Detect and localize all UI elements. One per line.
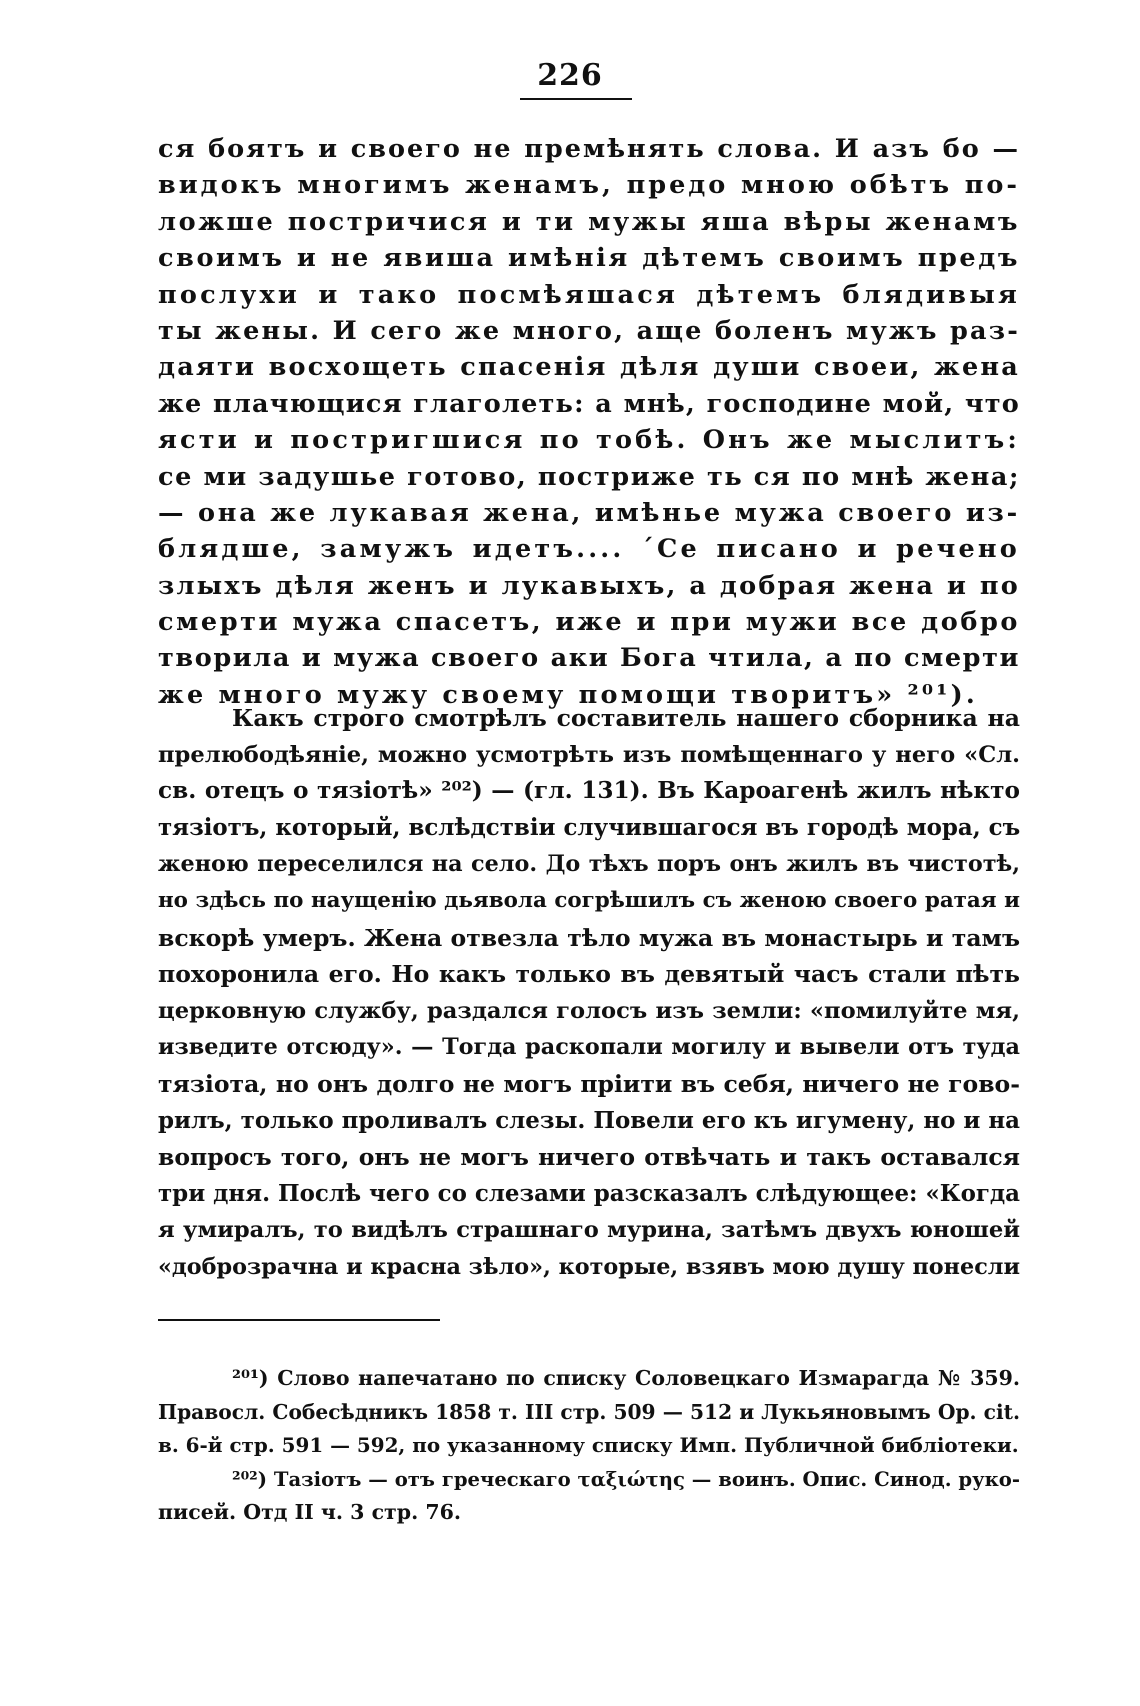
footnote-line: Правосл. Собесѣдникъ 1858 т. III стр. 509 — 512 и Лукьяновымъ Ор. cit. [158,1399,1020,1424]
quote-line: — она же лукавая жена, имѣнье мужа своего из- [158,497,1020,528]
body-line: тязіотъ, который, вслѣдствіи случившагося въ городѣ мора, съ [158,813,1021,841]
quote-line: видокъ многимъ женамъ, предо мною обѣтъ по- [158,170,1020,201]
quote-line: даяти восхощеть спасенія дѣля души своеи, жена [158,352,1020,383]
quote-line: послухи и тако посмѣяшася дѣтемъ блядивыя [158,279,1020,310]
footnote-line: в. 6-й стр. 591 — 592, по указанному списку Имп. Публичной библіотеки. [158,1433,1019,1458]
quote-line: ясти и постригшися по тобѣ. Онъ же мыслитъ: [158,425,1020,456]
footnote-line: ²⁰¹) Слово напечатано по списку Соловецкаго Измарагда № 359. [232,1366,1020,1390]
body-line: св. отецъ о тязіотѣ» ²⁰²) — (гл. 131). Въ Кароагенѣ жилъ нѣкто [158,777,1020,805]
footnote-line: ²⁰²) Тазіотъ — отъ греческаго ταξιώτης — воинъ. Опис. Синод. руко- [232,1467,1020,1491]
quote-line: же плачющися глаголеть: а мнѣ, господине мой, что [158,388,1020,419]
quote-line: блядше, замужъ идетъ.... ´Се писано и речено [158,534,1020,565]
body-line: тязіота, но онъ долго не могъ пріити въ себя, ничего не гово- [158,1069,1020,1098]
body-line: изведите отсюду». — Тогда раскопали могилу и вывели отъ туда [158,1034,1020,1061]
page-number-rule [520,98,632,100]
footnotes [158,1362,1020,1530]
body-line: рилъ, только проливалъ слезы. Повели его къ игумену, но и на [158,1106,1020,1134]
body-line: но здѣсь по наущенію дьявола согрѣшилъ съ женою своего ратая и [158,887,1020,913]
page-number: 226 [537,58,603,93]
body-line: вопросъ того, онъ не могъ ничего отвѣчать и такъ оставался [158,1143,1020,1172]
footnote-line: писей. Отд II ч. 3 стр. 76. [158,1500,462,1525]
body-line: три дня. Послѣ чего со слезами разсказалъ слѣдующее: «Когда [158,1179,1020,1207]
quote-line: творила и мужа своего аки Бога чтила, а по смерти [158,643,1020,674]
quote-line: смерти мужа спасетъ, иже и при мужи все добро [158,607,1020,638]
body-line: «доброзрачна и красна зѣло», которые, взявъ мою душу понесли [158,1253,1021,1280]
body-line: похоронила его. Но какъ только въ девятый часъ стали пѣть [158,960,1020,989]
quote-line: злыхъ дѣля женъ и лукавыхъ, а добрая жена и по [158,570,1020,601]
quote-line: своимъ и не явиша имѣнія дѣтемъ своимъ предъ [158,243,1020,274]
body-line: женою переселился на село. До тѣхъ поръ онъ жилъ въ чистотѣ, [158,851,1020,878]
body-line: прелюбодѣяніе, можно усмотрѣть изъ помѣщеннаго у него «Сл. [158,741,1020,768]
footnote-rule [158,1319,440,1321]
body-line: Какъ строго смотрѣлъ составитель нашего сборника на [232,704,1020,732]
quote-block [158,131,1020,713]
body-line: церковную службу, раздался голосъ изъ земли: «помилуйте мя, [158,997,1020,1024]
quote-line: ложше постричися и ти мужы яша вѣры женамъ [158,206,1020,237]
body-paragraph [158,700,1020,1286]
body-line: я умиралъ, то видѣлъ страшнаго мурина, затѣмъ двухъ юношей [158,1217,1020,1244]
body-line: вскорѣ умеръ. Жена отвезла тѣло мужа въ монастырь и тамъ [158,923,1020,952]
quote-line: же много мужу своему помощи творитъ» ²⁰¹). [158,679,978,710]
quote-line: се ми задушье готово, постриже ть ся по мнѣ жена; [158,461,1020,492]
quote-line: ты жены. И сего же много, аще боленъ мужъ раз- [158,315,1020,346]
quote-line: ся боятъ и своего не премѣнять слова. И азъ бо — [158,134,1020,164]
